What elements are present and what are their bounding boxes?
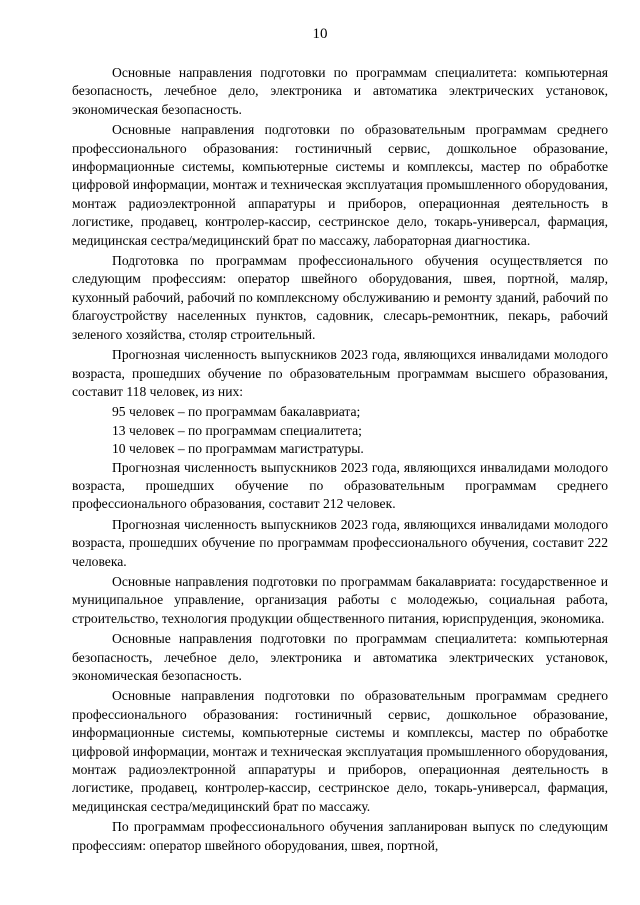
paragraph-vocational-forecast: Прогнозная численность выпускников 2023 года, являющихся инвалидами молодого возраста, прошедших обучение по программам профессионального обучения, составит 222 человека. [72,516,608,569]
page-number: 10 [312,26,328,42]
paragraph-vocational-training: Подготовка по программам профессионального обучения осуществляется по следующим профессиям: оператор швейного оборудования, швея, портной, маляр, кухонный рабочий, рабочий по комплексному обслуживанию и ремонту зданий, рабочий по благоустройству населенных пунктов, садовник, слесарь-ремонтник, пекарь, рабочий зеленого хозяйства, столяр строительный. [72,253,608,342]
paragraph-higher-ed-forecast: Прогнозная численность выпускников 2023 года, являющихся инвалидами молодого возраста, прошедших обучение по образовательным программам высшего образования, составит 118 человек, из них: [72,347,608,399]
paragraph-specialty-directions: Основные направления подготовки по программам специалитета: компьютерная безопасность, лечебное дело, электроника и автоматика электрических установок, экономическая безопасность. [72,65,608,117]
paragraph-bachelor-directions: Основные направления подготовки по программам бакалавриата: государственное и муниципальное управление, организация работы с молодежью, социальная работа, строительство, технология продукции общественного питания, юриспруденция, экономика. [72,573,608,626]
document-body [72,64,608,857]
paragraph-spo-directions-2: Основные направления подготовки по образовательным программам среднего профессионального образования: гостиничный сервис, дошкольное образование, информационные системы, компьютерные системы и комплексы, мастер по обработке цифровой информации, монтаж и техническая эксплуатация промышленного оборудования, монтаж радиоэлектронной аппаратуры и приборов, операционная деятельность в логистике, продавец, контролер-кассир, сестринское дело, токарь-универсал, фармация, медицинская сестра/медицинский брат по массажу. [72,688,608,814]
list-item-master: 10 человек – по программам магистратуры. [112,441,364,457]
paragraph-vocational-graduation: По программам профессионального обучения запланирован выпуск по следующим профессиям: оператор швейного оборудования, швея, портной, [72,819,608,853]
paragraph-specialty-directions-2: Основные направления подготовки по программам специалитета: компьютерная безопасность, лечебное дело, электроника и автоматика электрических установок, экономическая безопасность. [72,631,608,683]
paragraph-spo-forecast: Прогнозная численность выпускников 2023 года, являющихся инвалидами молодого возраста, прошедших обучение по образовательным программам среднего профессионального образования, составит 212 человек. [72,459,608,512]
list-item-specialist: 13 человек – по программам специалитета; [112,422,362,438]
list-item-bachelor: 95 человек – по программам бакалавриата; [112,404,361,420]
paragraph-spo-directions: Основные направления подготовки по образовательным программам среднего профессионального образования: гостиничный сервис, дошкольное образование, информационные системы, компьютерные системы и комплексы, мастер по обработке цифровой информации, монтаж и техническая эксплуатация промышленного оборудования, монтаж радиоэлектронной аппаратуры и приборов, операционная деятельность в логистике, продавец, контролер-кассир, сестринское дело, токарь-универсал, фармация, медицинская сестра/медицинский брат по массажу, лабораторная диагностика. [72,122,608,248]
